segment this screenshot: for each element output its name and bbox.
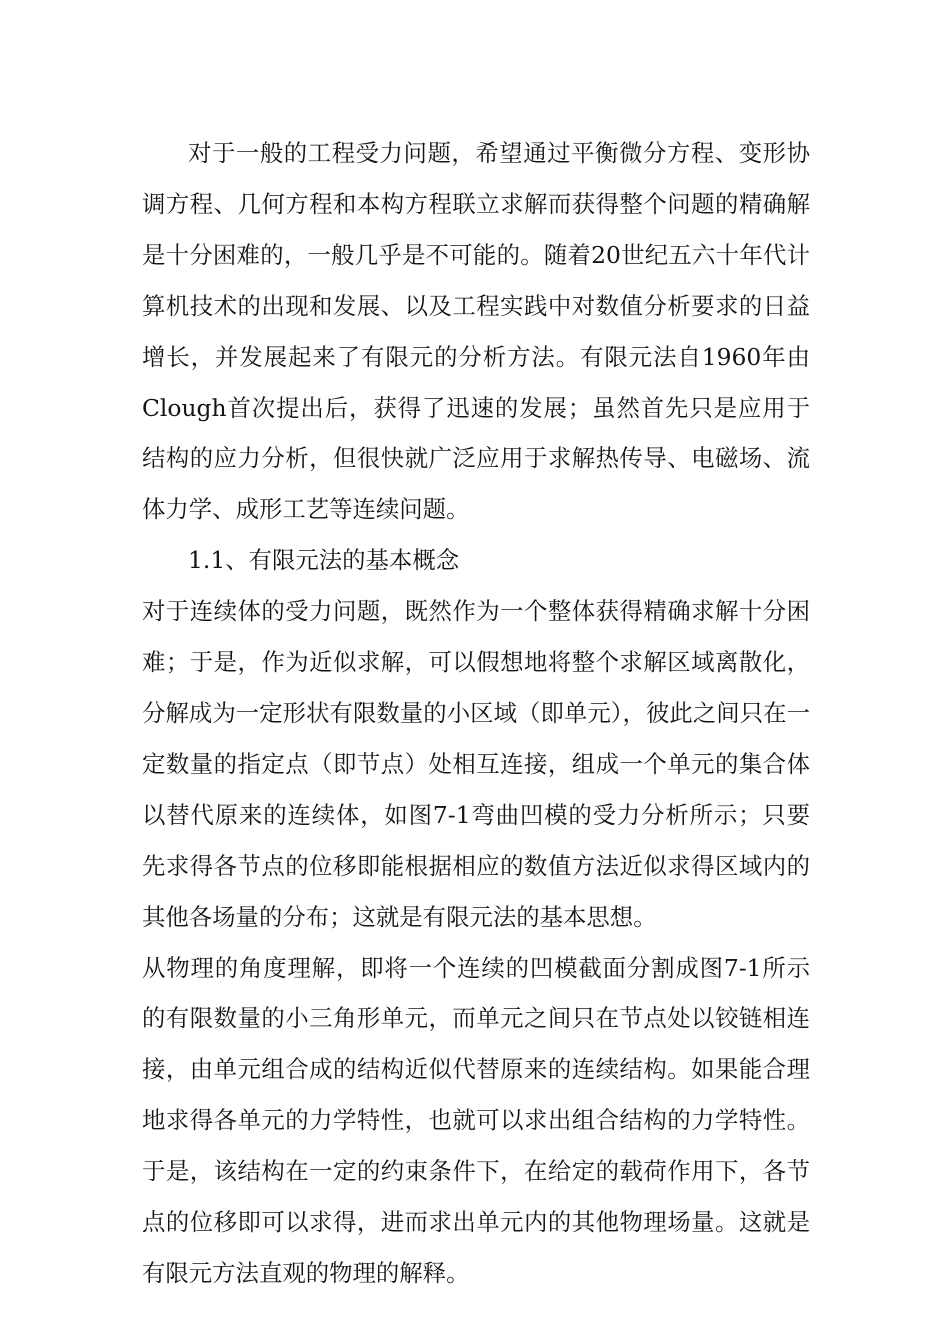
paragraph-physical-interpretation: 从物理的角度理解，即将一个连续的凹模截面分割成图7-1所示的有限数量的小三角形单元，而单元之间只在节点处以铰链相连接，由单元组合成的结构近似代替原来的连续结构。如果能合理地求得各单元的力学特性，也就可以求出组合结构的力学特性。于是，该结构在一定的约束条件下，在给定的载荷作用下，各节点的位移即可以求得，进而求出单元内的其他物理场量。这就是有限元方法直观的物理的解释。: [142, 953, 810, 1287]
document-body: [142, 128, 810, 1299]
section-heading: 1.1、有限元法的基本概念: [188, 546, 460, 575]
paragraph-intro: 对于一般的工程受力问题，希望通过平衡微分方程、变形协调方程、几何方程和本构方程联立求解而获得整个问题的精确解是十分困难的，一般几乎是不可能的。随着20世纪五六十年代计算机技术的出现和发展、以及工程实践中对数值分析要求的日益增长，并发展起来了有限元的分析方法。有限元法自1960年由Clough首次提出后，获得了迅速的发展；虽然首先只是应用于结构的应力分析，但很快就广泛应用于求解热传导、电磁场、流体力学、成形工艺等连续问题。: [142, 139, 810, 524]
paragraph-basic-concept: 对于连续体的受力问题，既然作为一个整体获得精确求解十分困难；于是，作为近似求解，可以假想地将整个求解区域离散化，分解成为一定形状有限数量的小区域（即单元），彼此之间只在一定数量的指定点（即节点）处相互连接，组成一个单元的集合体以替代原来的连续体，如图7-1弯曲凹模的受力分析所示；只要先求得各节点的位移即能根据相应的数值方法近似求得区域内的其他各场量的分布；这就是有限元法的基本思想。: [142, 597, 810, 931]
